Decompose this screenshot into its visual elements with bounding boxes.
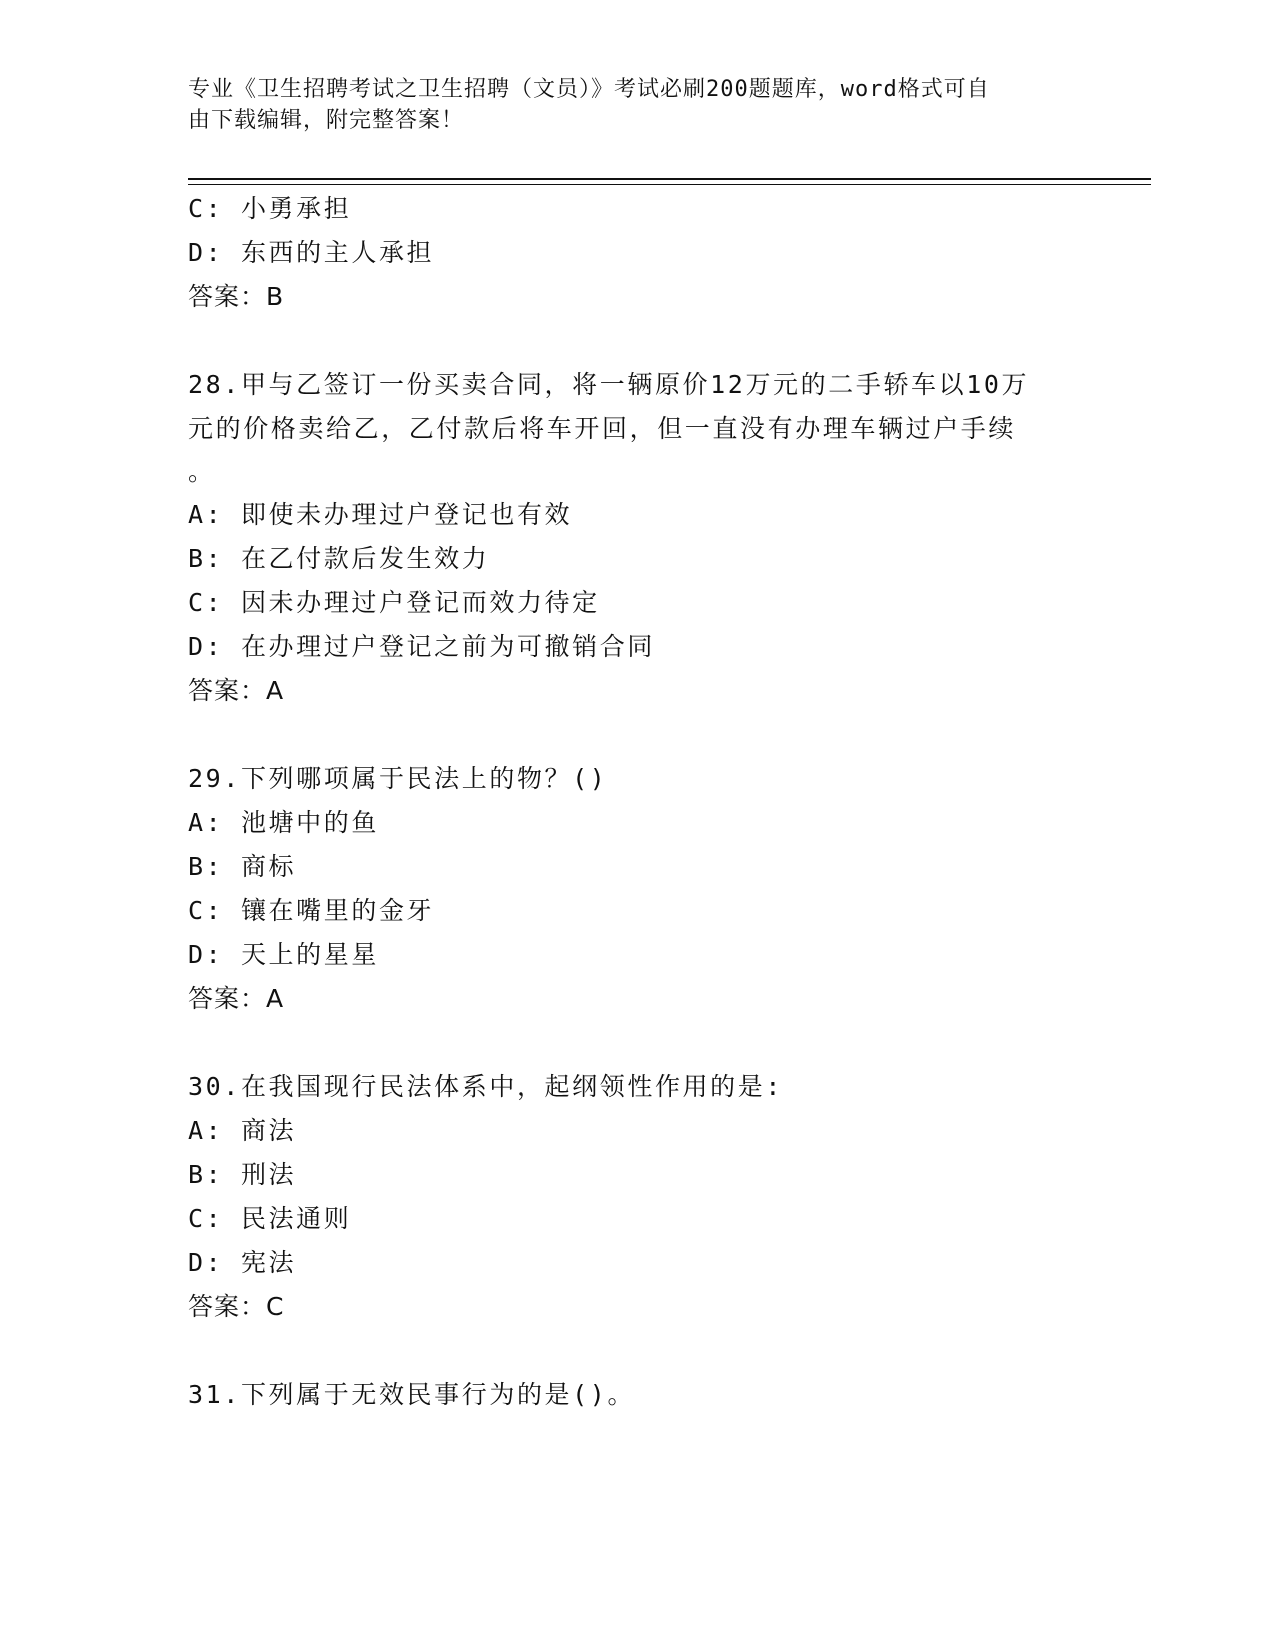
header-line-1: 专业《卫生招聘考试之卫生招聘（文员）》考试必刷200题题库，word格式可自 (188, 77, 990, 102)
header-rule-thick (188, 178, 1151, 180)
q30-option-a: A: 商法 (188, 1116, 297, 1145)
q28-stem-line-3: 。 (188, 457, 216, 486)
q30-option-b: B: 刑法 (188, 1160, 297, 1189)
q28-option-b: B: 在乙付款后发生效力 (188, 544, 490, 573)
q29-option-b: B: 商标 (188, 852, 297, 881)
q30-stem: 30.在我国现行民法体系中，起纲领性作用的是: (188, 1072, 784, 1101)
q31-stem: 31.下列属于无效民事行为的是()。 (188, 1380, 636, 1409)
document-header (188, 74, 1068, 136)
q29-option-c: C: 镶在嘴里的金牙 (188, 896, 435, 925)
q29-stem: 29.下列哪项属于民法上的物？() (188, 764, 608, 793)
prev-option-d: D: 东西的主人承担 (188, 238, 435, 267)
q28-option-a: A: 即使未办理过户登记也有效 (188, 500, 573, 529)
q29-answer: 答案：A (188, 984, 285, 1013)
q28-option-d: D: 在办理过户登记之前为可撤销合同 (188, 632, 655, 661)
q29-option-d: D: 天上的星星 (188, 940, 379, 969)
q28-option-c: C: 因未办理过户登记而效力待定 (188, 588, 600, 617)
q30-answer: 答案：C (188, 1292, 285, 1321)
prev-answer: 答案：B (188, 282, 285, 311)
q29-option-a: A: 池塘中的鱼 (188, 808, 379, 837)
q28-stem-line-1: 28.甲与乙签订一份买卖合同，将一辆原价12万元的二手轿车以10万 (188, 370, 1030, 399)
header-rule-thin (188, 184, 1151, 185)
prev-option-c: C: 小勇承担 (188, 194, 352, 223)
q30-option-d: D: 宪法 (188, 1248, 297, 1277)
q30-option-c: C: 民法通则 (188, 1204, 352, 1233)
header-line-2: 由下载编辑，附完整答案！ (188, 108, 465, 133)
q28-stem-line-2: 元的价格卖给乙，乙付款后将车开回，但一直没有办理车辆过户手续 (188, 414, 1017, 443)
q28-answer: 答案：A (188, 676, 285, 705)
